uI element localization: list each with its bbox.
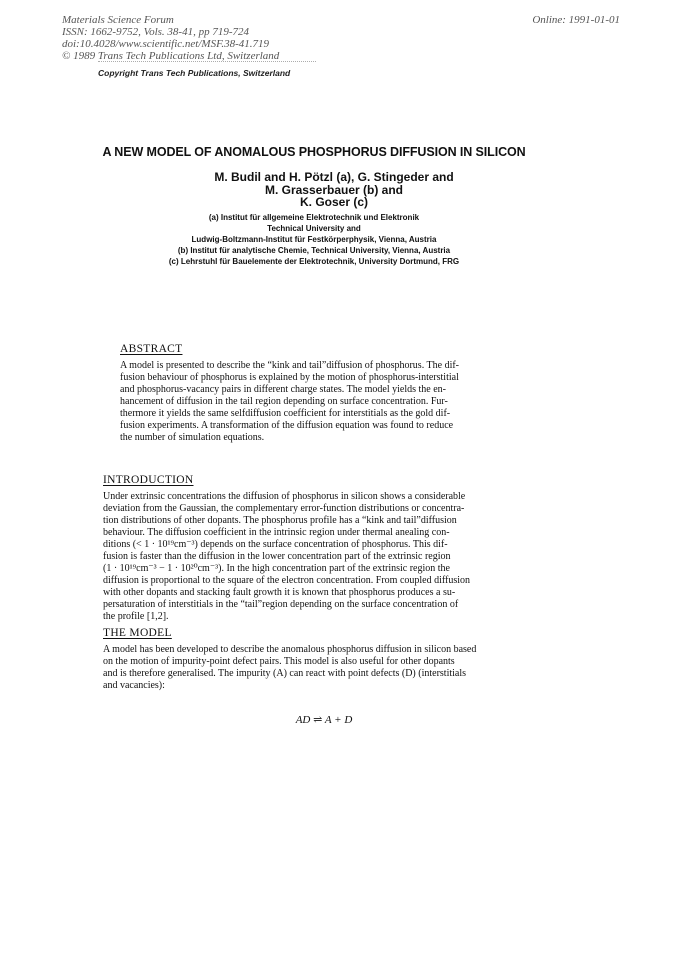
author-list [0, 171, 678, 209]
model-line: A model has been developed to describe the anomalous phosphorus diffusion in silicon based [103, 644, 477, 655]
author-line: K. Goser (c) [299, 195, 368, 209]
online-date: Online: 1991-01-01 [532, 14, 620, 26]
introduction-line: with other dopants and stacking fault growth it is known that phosphorus produces a su- [103, 587, 456, 598]
introduction-heading: INTRODUCTION [103, 474, 194, 486]
introduction-line: deviation from the Gaussian, the complementary error-function distributions or concentra- [103, 503, 465, 514]
affiliation-line: Technical University and [267, 224, 361, 233]
abstract-line: thermore it yields the same selfdiffusion coefficient for interstitials as the gold dif- [120, 408, 451, 419]
abstract-line: fusion experiments. A transformation of the diffusion equation was found to reduce [120, 420, 454, 431]
journal-name: Materials Science Forum [62, 14, 174, 26]
abstract-line: hancement of diffusion in the tail region depending on surface concentration. Fur- [120, 396, 448, 407]
abstract-line: fusion behaviour of phosphorus is explained by the motion of phosphorus-interstitial [120, 372, 459, 383]
scan-artifact-line [98, 61, 316, 66]
abstract-line: the number of simulation equations. [120, 432, 265, 443]
journal-doi[interactable]: doi:10.4028/www.scientific.net/MSF.38-41.719 [62, 38, 270, 50]
model-line: on the motion of impurity-point defect pairs. This model is also useful for other dopants [103, 656, 455, 667]
introduction-line: (1 · 10¹⁹cm⁻³ − 1 · 10²⁰cm⁻³). In the high concentration part of the extrinsic region the [103, 563, 450, 574]
affiliation-line: (b) Institut für analytische Chemie, Technical University, Vienna, Austria [177, 246, 451, 255]
paper-title [0, 145, 678, 159]
reaction-equation-text: AD ⇌ A + D [295, 714, 353, 726]
introduction-body [103, 491, 543, 623]
affiliation-line: (a) Institut für allgemeine Elektrotechnik und Elektronik [208, 213, 420, 222]
model-heading: THE MODEL [103, 627, 172, 639]
abstract-line: A model is presented to describe the “kink and tail”diffusion of phosphorus. The dif- [120, 360, 460, 371]
journal-copyright: © 1989 Trans Tech Publications Ltd, Switzerland [62, 50, 280, 62]
model-body [103, 644, 543, 692]
reaction-equation [0, 713, 678, 726]
introduction-line: tion distributions of other dopants. The phosphorus profile has a “kink and tail”diffusion [103, 515, 457, 526]
affiliation-line: Ludwig-Boltzmann-Institut für Festkörperphysik, Vienna, Austria [191, 235, 437, 244]
introduction-line: fusion is faster than the diffusion in the lower concentration part of the extrinsic region [103, 551, 451, 562]
model-line: and vacancies): [103, 680, 165, 691]
introduction-line: Under extrinsic concentrations the diffusion of phosphorus in silicon shows a considerable [103, 491, 466, 502]
introduction-line: persaturation of interstitials in the “tail”region depending on the surface concentration of [103, 599, 459, 610]
introduction-line: the profile [1,2]. [103, 611, 169, 622]
author-line: M. Budil and H. Pötzl (a), G. Stingeder and [214, 170, 454, 184]
publisher-copyright: Copyright Trans Tech Publications, Switzerland [98, 68, 291, 78]
paper-title-text: A NEW MODEL OF ANOMALOUS PHOSPHORUS DIFFUSION IN SILICON [102, 145, 526, 159]
introduction-line: behaviour. The diffusion coefficient in the intrinsic region under thermal anealing con- [103, 527, 450, 538]
abstract-heading: ABSTRACT [120, 343, 183, 355]
model-line: and is therefore generalised. The impurity (A) can react with point defects (D) (interstitials [103, 668, 467, 679]
affiliation-list [0, 212, 678, 267]
journal-issn: ISSN: 1662-9752, Vols. 38-41, pp 719-724 [62, 26, 249, 38]
abstract-line: and phosphorus-vacancy pairs in different charge states. The model yields the en- [120, 384, 447, 395]
abstract-body [120, 360, 522, 444]
journal-info [62, 14, 279, 62]
introduction-line: diffusion is proportional to the square of the electron concentration. From coupled diffusion [103, 575, 471, 586]
author-line: M. Grasserbauer (b) and [264, 182, 404, 197]
affiliation-line: (c) Lehrstuhl für Bauelemente der Elektrotechnik, University Dortmund, FRG [168, 257, 460, 266]
introduction-line: ditions (< 1 · 10¹⁹cm⁻³) depends on the surface concentration of phosphorus. This dif- [103, 539, 448, 550]
